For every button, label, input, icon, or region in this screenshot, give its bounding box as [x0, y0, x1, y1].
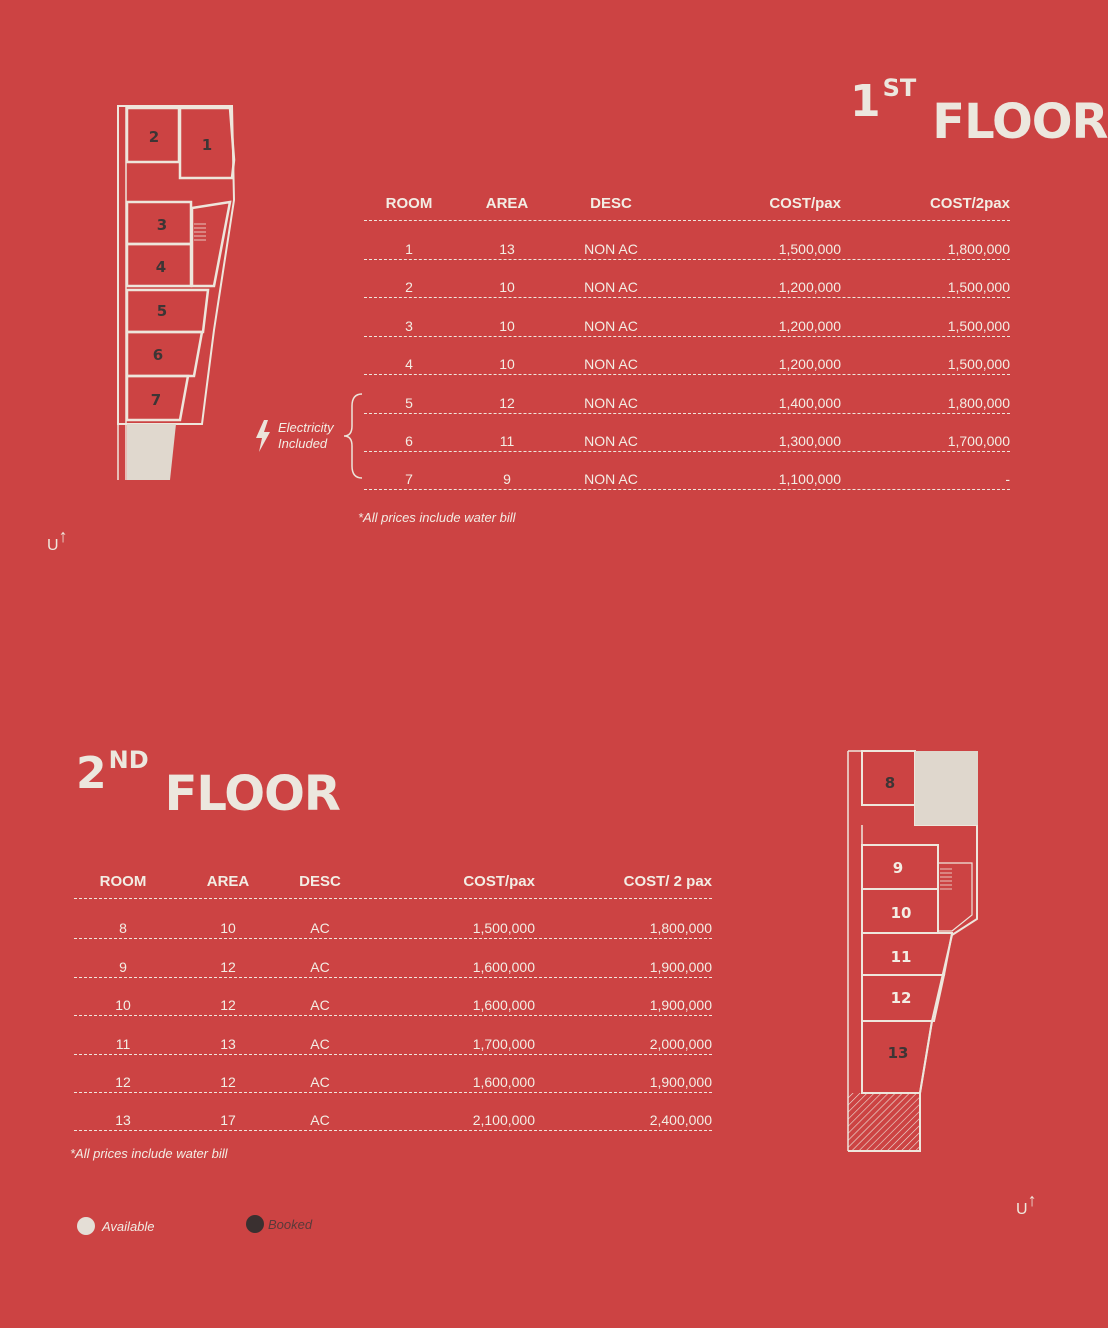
- col-cost-2pax: COST/2pax: [929, 195, 1010, 212]
- floor2-plan-room-12: 12: [890, 989, 912, 1007]
- floor1-plan-room-7: 7: [150, 391, 162, 409]
- cell-cost-pax: 1,400,000: [778, 395, 841, 411]
- col-cost-2pax: COST/ 2 pax: [623, 873, 712, 890]
- cell-cost-2pax: 1,500,000: [947, 279, 1010, 295]
- col-room: ROOM: [99, 873, 147, 890]
- floor1-plan-room-2: 2: [148, 128, 160, 146]
- cell-room: 7: [405, 471, 413, 487]
- table-row: [364, 233, 1010, 260]
- cell-room: 10: [115, 997, 131, 1013]
- cell-room: 11: [115, 1036, 131, 1052]
- cell-cost-2pax: 1,500,000: [947, 356, 1010, 372]
- cell-cost-pax: 1,100,000: [778, 471, 841, 487]
- up-arrow-icon: ↑: [1027, 1190, 1037, 1210]
- floor1-title: [850, 74, 1108, 150]
- table-row: [74, 989, 712, 1016]
- floor2-title: [76, 746, 340, 822]
- floor1-bathroom: [127, 424, 176, 480]
- floor2-plan: [840, 745, 986, 1157]
- cell-cost-2pax: 1,700,000: [947, 433, 1010, 449]
- cell-area: 12: [220, 959, 236, 975]
- cell-cost-pax: 1,500,000: [778, 241, 841, 257]
- cell-room: 8: [119, 920, 127, 936]
- cell-area: 10: [499, 356, 515, 372]
- cell-area: 12: [499, 395, 515, 411]
- cell-desc: AC: [310, 1074, 330, 1090]
- floor2-table-header: [74, 866, 712, 899]
- cell-cost-pax: 1,700,000: [472, 1036, 535, 1052]
- col-desc: DESC: [590, 195, 632, 212]
- electricity-note: [278, 420, 334, 452]
- table-row: [74, 951, 712, 978]
- cell-area: 10: [499, 318, 515, 334]
- electricity-line-2: Included: [278, 436, 328, 451]
- cell-cost-2pax: 2,000,000: [649, 1036, 712, 1052]
- cell-cost-pax: 1,600,000: [472, 997, 535, 1013]
- cell-room: 1: [405, 241, 413, 257]
- lightning-icon: [254, 420, 272, 452]
- electricity-brace: [340, 392, 364, 480]
- table-row: [364, 463, 1010, 490]
- cell-area: 11: [499, 433, 515, 449]
- cell-area: 17: [220, 1112, 236, 1128]
- cell-desc: NON AC: [584, 241, 638, 257]
- cell-area: 10: [220, 920, 236, 936]
- cell-cost-pax: 1,600,000: [472, 959, 535, 975]
- cell-cost-2pax: 2,400,000: [649, 1112, 712, 1128]
- table-row: [364, 387, 1010, 414]
- floor2-title-number: 2: [76, 748, 107, 799]
- cell-area: 12: [220, 1074, 236, 1090]
- floor2-title-word: FLOOR: [164, 766, 340, 822]
- floor2-title-superscript: ND: [108, 746, 149, 774]
- table-row: [364, 348, 1010, 375]
- available-label: Available: [102, 1219, 155, 1234]
- legend: [0, 1210, 400, 1240]
- col-cost-pax: COST/pax: [769, 195, 841, 212]
- cell-cost-pax: 1,500,000: [472, 920, 535, 936]
- cell-cost-pax: 1,200,000: [778, 279, 841, 295]
- cell-area: 10: [499, 279, 515, 295]
- table-row: [74, 1028, 712, 1055]
- cell-cost-2pax: 1,800,000: [649, 920, 712, 936]
- floor1-plan-room-4: 4: [155, 258, 167, 276]
- col-cost-pax: COST/pax: [463, 873, 535, 890]
- cell-desc: NON AC: [584, 318, 638, 334]
- floor2-stairs: [940, 869, 952, 889]
- cell-cost-pax: 1,200,000: [778, 318, 841, 334]
- north-label: U: [47, 537, 59, 554]
- cell-desc: AC: [310, 997, 330, 1013]
- cell-room: 4: [405, 356, 413, 372]
- cell-room: 9: [119, 959, 127, 975]
- cell-desc: AC: [310, 1112, 330, 1128]
- floor2-plan-room-9: 9: [892, 859, 904, 877]
- cell-cost-2pax: 1,900,000: [649, 997, 712, 1013]
- cell-room: 6: [405, 433, 413, 449]
- floor2-north-arrow: [1016, 1190, 1037, 1219]
- cell-area: 13: [499, 241, 515, 257]
- booked-label: Booked: [268, 1217, 313, 1232]
- booked-dot: [246, 1215, 264, 1233]
- table-row: [74, 1104, 712, 1131]
- cell-desc: NON AC: [584, 356, 638, 372]
- floor2-table: [74, 866, 712, 1136]
- cell-cost-2pax: 1,500,000: [947, 318, 1010, 334]
- floor2-price-note: *All prices include water bill: [70, 1146, 228, 1161]
- cell-desc: AC: [310, 959, 330, 975]
- floor1-plan-room-5: 5: [156, 302, 168, 320]
- col-room: ROOM: [385, 195, 433, 212]
- table-row: [364, 310, 1010, 337]
- floor1-plan-room-1: 1: [201, 136, 213, 154]
- floor2-plan-room-11: 11: [890, 948, 912, 966]
- floor1-plan-room-3: 3: [156, 216, 168, 234]
- cell-cost-2pax: -: [1005, 471, 1010, 487]
- cell-room: 12: [115, 1074, 131, 1090]
- floor2-booked-area: [915, 751, 978, 825]
- col-desc: DESC: [299, 873, 341, 890]
- cell-cost-pax: 1,200,000: [778, 356, 841, 372]
- table-row: [364, 425, 1010, 452]
- cell-desc: NON AC: [584, 395, 638, 411]
- table-row: [364, 271, 1010, 298]
- cell-room: 2: [405, 279, 413, 295]
- floor2-plan-room-13: 13: [887, 1044, 909, 1062]
- floor1-title-superscript: ST: [882, 74, 917, 102]
- floor1-plan: [110, 100, 250, 490]
- floor1-price-note: *All prices include water bill: [358, 510, 516, 525]
- floor1-title-word: FLOOR: [932, 94, 1108, 150]
- cell-cost-2pax: 1,900,000: [649, 959, 712, 975]
- table-row: [74, 1066, 712, 1093]
- floor1-table-header: [364, 190, 1010, 221]
- cell-room: 5: [405, 395, 413, 411]
- table-row: [74, 912, 712, 939]
- col-area: AREA: [485, 195, 529, 212]
- cell-desc: NON AC: [584, 279, 638, 295]
- cell-area: 12: [220, 997, 236, 1013]
- available-dot: [77, 1217, 95, 1235]
- north-label: U: [1016, 1201, 1028, 1218]
- cell-desc: AC: [310, 920, 330, 936]
- cell-desc: AC: [310, 1036, 330, 1052]
- cell-cost-2pax: 1,800,000: [947, 241, 1010, 257]
- floor2-plan-room-10: 10: [890, 904, 912, 922]
- cell-cost-2pax: 1,900,000: [649, 1074, 712, 1090]
- floor2-plan-room-8: 8: [884, 774, 896, 792]
- col-area: AREA: [206, 873, 250, 890]
- cell-desc: NON AC: [584, 433, 638, 449]
- cell-cost-pax: 2,100,000: [472, 1112, 535, 1128]
- cell-area: 9: [503, 471, 511, 487]
- cell-area: 13: [220, 1036, 236, 1052]
- electricity-line-1: Electricity: [278, 420, 334, 435]
- cell-desc: NON AC: [584, 471, 638, 487]
- up-arrow-icon: ↑: [58, 526, 68, 546]
- floor1-table: [364, 190, 1010, 490]
- cell-room: 3: [405, 318, 413, 334]
- cell-cost-pax: 1,300,000: [778, 433, 841, 449]
- floor1-north-arrow: [47, 526, 68, 555]
- floor1-plan-room-6: 6: [152, 346, 164, 364]
- floor1-stairs: [194, 224, 206, 240]
- floor2-bathroom: [848, 1093, 920, 1151]
- cell-room: 13: [115, 1112, 131, 1128]
- cell-cost-pax: 1,600,000: [472, 1074, 535, 1090]
- floor1-title-number: 1: [850, 76, 881, 127]
- cell-cost-2pax: 1,800,000: [947, 395, 1010, 411]
